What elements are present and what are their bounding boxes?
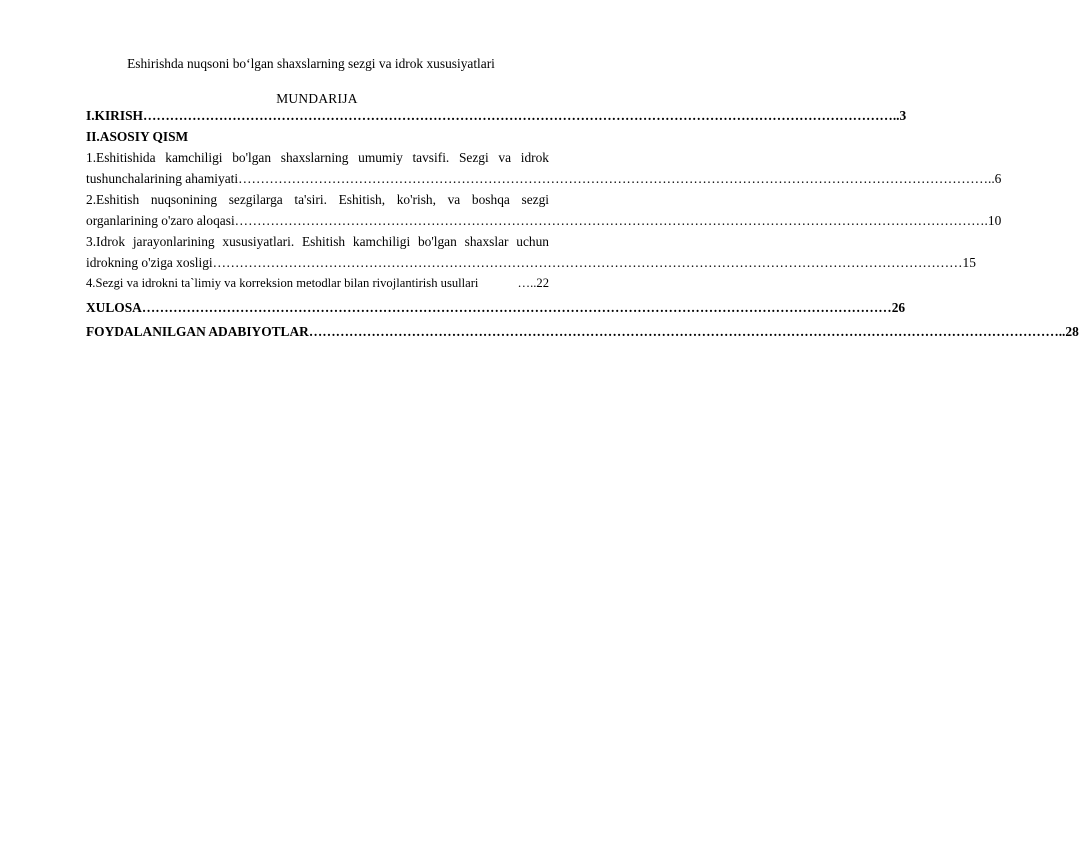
toc-entry-1-line1[interactable] [86, 147, 549, 168]
toc-page-number: ..28 [1058, 324, 1079, 339]
dot-leader: …………………………………………………………………………………………………………………………………………………… [141, 300, 892, 315]
toc-entry-label: 4.Sezgi va idrokni ta`limiy va korreksion metodlar bilan rivojlantirish usullari [86, 276, 479, 290]
toc-page-number: …..22 [517, 276, 549, 290]
toc-entry-label: XULOSA [86, 300, 142, 315]
toc-page-number: ..3 [892, 108, 907, 123]
toc-entry-label: 1.Eshitishida kamchiligi bo'lgan shaxslarning umumiy tavsifi. Sezgi va idrok [86, 150, 549, 165]
toc-entry-label: organlarining o'zaro aloqasi [86, 213, 235, 228]
toc-entry-2-line1[interactable] [86, 189, 549, 210]
toc-entry-label: I.KIRISH [86, 108, 143, 123]
toc-entry-4[interactable] [86, 273, 549, 294]
toc-entry-main-section[interactable] [86, 126, 549, 147]
dot-leader: …………………………………………………………………………………………………………………………………………………… [308, 324, 1059, 339]
toc-entry-label: FOYDALANILGAN ADABIYOTLAR [86, 324, 309, 339]
toc-entry-intro[interactable] [86, 105, 907, 126]
toc-entry-3-line1[interactable] [86, 231, 549, 252]
toc-entry-2-line2[interactable] [86, 210, 1002, 231]
toc-entry-label: II.ASOSIY QISM [86, 129, 189, 144]
dot-leader: …………………………………………………………………………………………………………………………………………………… [234, 213, 985, 228]
dot-leader: …………………………………………………………………………………………………………………………………………………… [212, 255, 963, 270]
toc-page-number: ..6 [987, 171, 1002, 186]
dot-leader: …………………………………………………………………………………………………………………………………………………… [142, 108, 893, 123]
document-title: Eshirishda nuqsoni bo‘lgan shaxslarning sezgi va idrok xususiyatlari [127, 56, 495, 71]
contents-heading: MUNDARIJA [276, 91, 358, 106]
toc-entry-label: idrokning o'ziga xosligi [86, 255, 213, 270]
toc-page-number: .10 [984, 213, 1002, 228]
toc-entry-references[interactable] [86, 321, 1079, 342]
toc-entry-label: tushunchalarining ahamiyati [86, 171, 239, 186]
table-of-contents [86, 105, 1079, 342]
dot-leader: …………………………………………………………………………………………………………………………………………………… [238, 171, 988, 186]
toc-page-number: 15 [962, 255, 976, 270]
toc-entry-1-line2[interactable] [86, 168, 1002, 189]
toc-entry-label: 2.Eshitish nuqsonining sezgilarga ta'siri. Eshitish, ko'rish, va boshqa sezgi [86, 192, 549, 207]
toc-page-number: 26 [891, 300, 906, 315]
toc-entry-3-line2[interactable] [86, 252, 976, 273]
toc-entry-label: 3.Idrok jarayonlarining xususiyatlari. Eshitish kamchiligi bo'lgan shaxslar uchun [86, 234, 549, 249]
toc-entry-conclusion[interactable] [86, 297, 906, 318]
